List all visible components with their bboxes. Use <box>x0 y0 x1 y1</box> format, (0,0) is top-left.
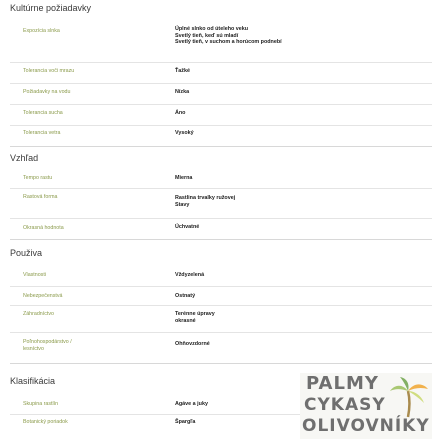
section-separator <box>10 239 432 240</box>
row-value <box>175 195 425 208</box>
value-line: Stavy <box>175 201 190 208</box>
section-title-uses: Použiva <box>10 248 43 258</box>
value-line: Terénne úpravy <box>175 311 215 317</box>
label-line: Poľnohospodárstvo / <box>23 339 72 345</box>
row-label: Botanický poriadok <box>23 419 68 425</box>
row-value: Mierna <box>175 175 193 181</box>
value-line: Svetlý tieň, v suchom a horúcom podnebí <box>175 39 282 45</box>
section-separator <box>10 146 432 147</box>
logo-line-3: OLIVOVNÍKY <box>302 416 430 436</box>
row-label: Nebezpečenstvá <box>23 293 63 299</box>
row-value <box>175 311 425 324</box>
row-value: Agáve a juky <box>175 401 208 407</box>
section-title-cultural: Kultúrne požiadavky <box>10 3 92 13</box>
row-label: Rastová forma <box>23 194 58 200</box>
value-line: Svetlý tieň, keď sú mladí <box>175 32 239 39</box>
separator <box>10 286 432 287</box>
separator <box>10 125 432 126</box>
value-line: Rastlina trvalky ružovej <box>175 195 236 201</box>
row-label: Záhradníctvo <box>23 311 54 317</box>
row-value: Ťažké <box>175 68 190 74</box>
row-value: Vždyzelená <box>175 272 205 278</box>
row-label: Skupina rastlín <box>23 401 59 407</box>
value-line: Úplné slnko od úteleho veku <box>175 26 249 32</box>
separator <box>10 104 432 105</box>
value-line: okrasné <box>175 317 196 324</box>
row-value: Nízka <box>175 89 190 95</box>
row-label: Tolerancia voči mrazu <box>23 68 75 74</box>
row-label <box>23 339 143 353</box>
row-label: Tempo rastu <box>23 175 53 181</box>
palm-tree-icon <box>388 377 430 419</box>
separator <box>10 332 432 333</box>
row-value: Ohňovzdorné <box>175 341 210 347</box>
label-line: lesníctvo <box>23 346 44 352</box>
row-label: Vlastnosti <box>23 272 46 278</box>
row-label: Tolerancia sucha <box>23 110 63 116</box>
row-label: Okrasná hodnota <box>23 225 64 231</box>
separator <box>10 305 432 306</box>
row-label: Požiadavky na vodu <box>23 89 71 95</box>
watermark-logo <box>300 373 432 439</box>
separator <box>10 83 432 84</box>
row-label: Tolerancia vetra <box>23 130 61 136</box>
section-separator <box>10 363 432 364</box>
row-value: Špargľa <box>175 419 196 425</box>
row-value: Áno <box>175 110 186 116</box>
logo-line-2: CYKASY <box>304 395 386 415</box>
row-value <box>175 26 425 46</box>
logo-line-1: PALMY <box>306 373 379 394</box>
section-title-classification: Klasifikácia <box>10 376 56 386</box>
section-title-appearance: Vzhľad <box>10 153 39 163</box>
row-value: Ostnatý <box>175 293 196 299</box>
separator <box>10 62 432 63</box>
row-label: Expozícia slnka <box>23 28 60 34</box>
separator <box>10 188 432 189</box>
row-value: Úchvatné <box>175 224 200 230</box>
row-value: Vysoký <box>175 130 194 136</box>
separator <box>10 218 432 219</box>
